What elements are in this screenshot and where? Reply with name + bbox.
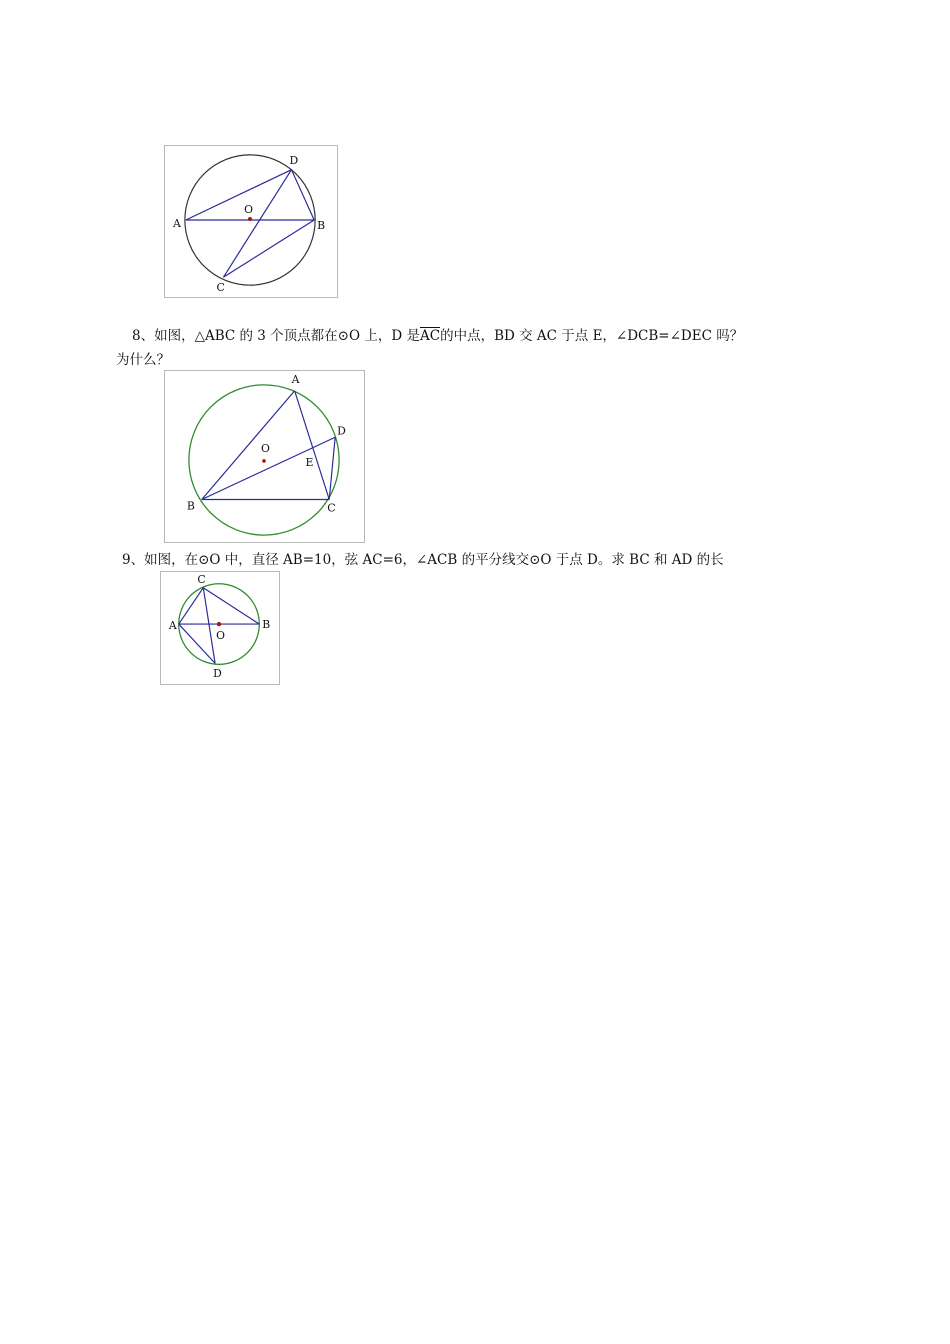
segment-ab xyxy=(202,391,295,500)
label-c: C xyxy=(327,501,336,515)
problem-8-line-2: 为什么？ xyxy=(116,352,170,368)
problem-8-text-pre: 8、如图，△ABC 的 3 个顶点都在⊙O 上，D 是 xyxy=(132,328,420,344)
label-b: B xyxy=(186,499,195,513)
label-c: C xyxy=(197,572,206,586)
figure-9-diagram xyxy=(161,572,279,684)
label-e: E xyxy=(305,455,314,469)
segment-cb xyxy=(203,588,259,624)
problem-9-text: 9、如图，在⊙O 中，直径 AB=10，弦 AC=6，∠ACB 的平分线交⊙O 于点 D。求 BC 和 AD 的长 xyxy=(122,552,724,568)
problem-8-line-1 xyxy=(132,324,743,348)
figure-8-diagram xyxy=(165,371,364,542)
center-point xyxy=(217,622,221,626)
segment-ac xyxy=(295,391,330,500)
label-o: O xyxy=(261,442,270,456)
label-d: D xyxy=(289,153,299,167)
problem-8-text-post: 的中点，BD 交 AC 于点 E，∠DCB=∠DEC 吗？ xyxy=(440,328,744,344)
label-a: A xyxy=(291,372,300,386)
segment-cb xyxy=(223,220,314,277)
label-b: B xyxy=(262,618,271,631)
arc-ac: $\overline{AC}$ xyxy=(419,328,441,344)
segment-db xyxy=(291,170,314,220)
label-c: C xyxy=(216,281,225,295)
label-o: O xyxy=(244,203,253,217)
label-a: A xyxy=(173,216,181,230)
label-d: D xyxy=(337,424,346,438)
label-o: O xyxy=(216,628,225,642)
center-point xyxy=(262,459,266,463)
figure-8 xyxy=(164,370,365,543)
label-b: B xyxy=(317,218,326,232)
center-point xyxy=(248,217,252,221)
figure-7-diagram xyxy=(165,146,337,297)
label-d: D xyxy=(213,667,222,681)
figure-7 xyxy=(164,145,338,298)
label-a: A xyxy=(168,618,177,632)
figure-9 xyxy=(160,571,280,685)
